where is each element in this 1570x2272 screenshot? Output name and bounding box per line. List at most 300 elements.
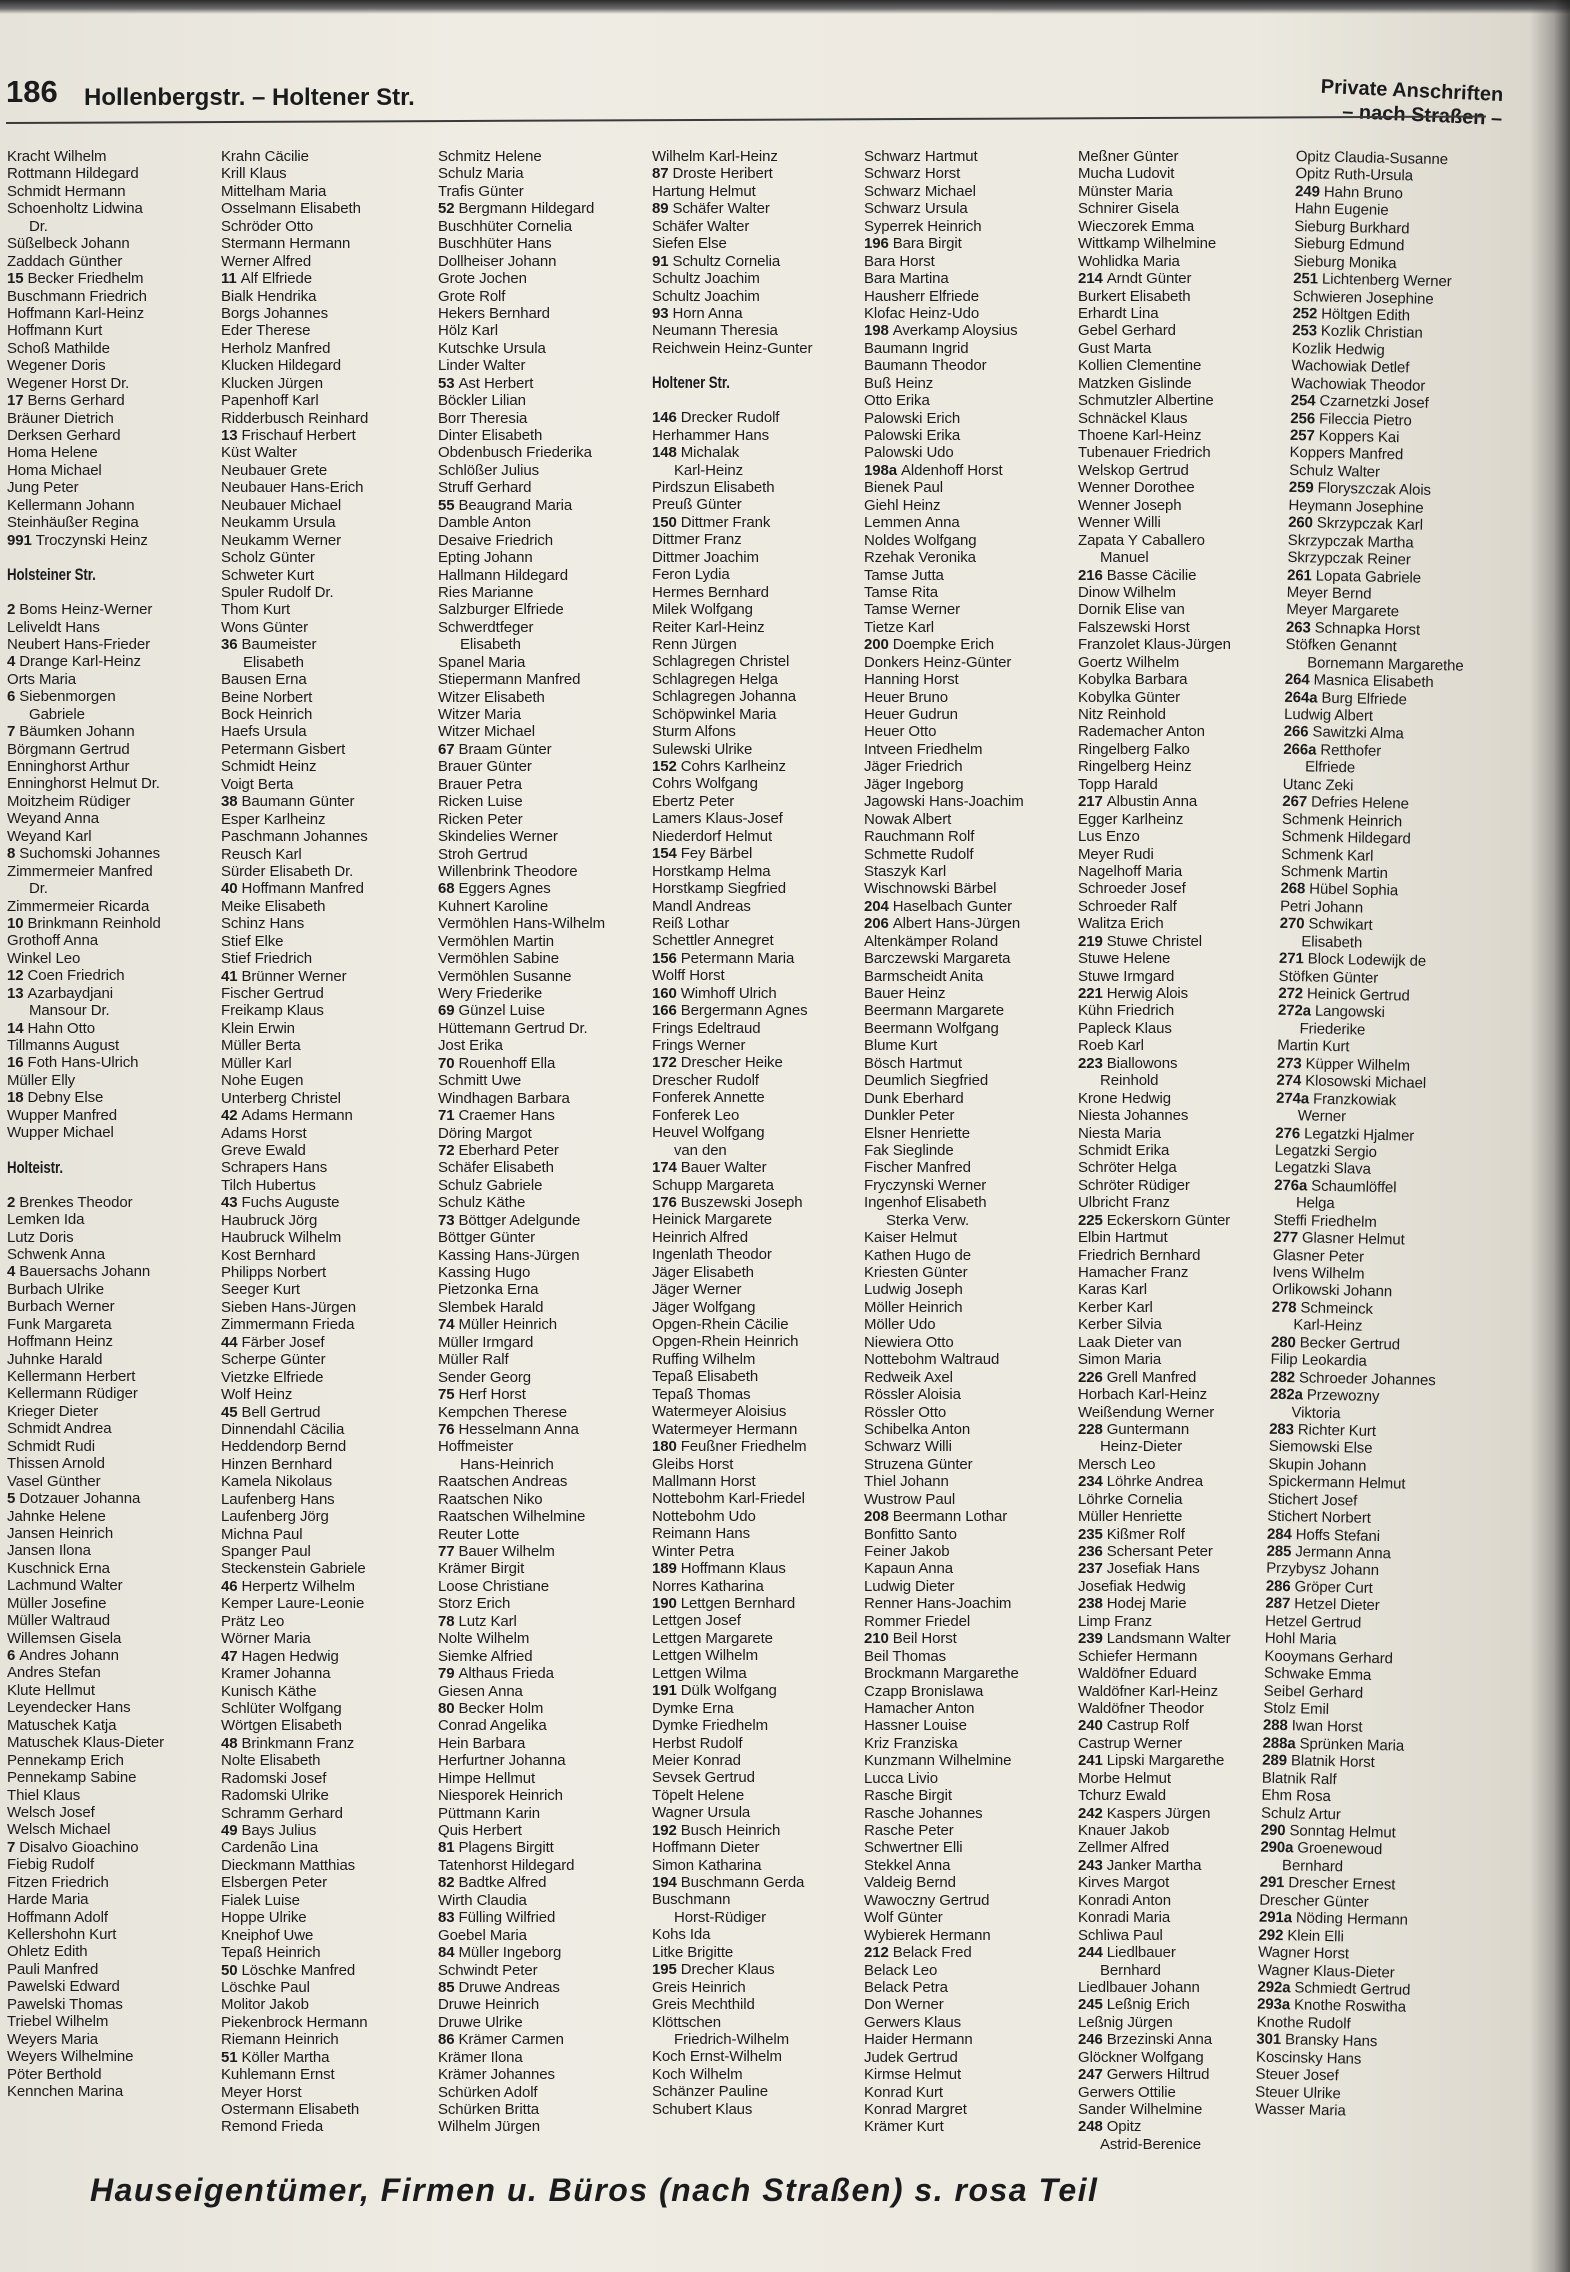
resident-name: Karas Karl [1078, 1281, 1148, 1299]
resident-name: Herpertz Wilhelm [241, 1577, 355, 1595]
resident-name: Hoffmann Dieter [652, 1839, 760, 1857]
resident-name: Steinhäußer Regina [7, 514, 139, 532]
resident-entry-continuation [1078, 1962, 1231, 1979]
resident-entry [864, 2084, 1024, 2101]
resident-name: Biallowons [1106, 1054, 1178, 1072]
resident-name: Craemer Hans [458, 1107, 555, 1125]
resident-entry [438, 357, 605, 374]
resident-name: Brinkmann Franz [241, 1734, 355, 1752]
resident-entry [864, 1421, 1024, 1438]
resident-name: Sieburg Burkhard [1294, 217, 1410, 238]
resident-name: Werner Alfred [221, 252, 312, 270]
resident-entry [221, 288, 368, 305]
resident-name: Staszyk Karl [864, 862, 947, 880]
resident-entry [652, 1281, 812, 1298]
resident-name: Palowski Erika [864, 427, 961, 444]
resident-name: Schäfer Walter [652, 217, 750, 235]
resident-entry [221, 1857, 368, 1874]
resident-entry [1078, 654, 1231, 671]
resident-name: Weyers Wilhelmine [7, 2048, 134, 2066]
resident-name: Herwig Alois [1106, 985, 1189, 1002]
resident-entry [221, 1962, 368, 1979]
resident-entry [221, 2014, 368, 2031]
resident-name: Möller Heinrich [864, 1298, 963, 1316]
resident-name: Castrup Werner [1078, 1734, 1183, 1752]
house-number: 154 [652, 845, 677, 863]
resident-name: Haider Hermann [864, 2031, 973, 2049]
resident-entry [652, 1979, 812, 1996]
resident-name: Schramm Gerhard [221, 1804, 343, 1822]
resident-name: Manuel [1100, 549, 1149, 567]
resident-entry [652, 1717, 812, 1734]
resident-entry [438, 741, 605, 758]
resident-entry [221, 200, 368, 217]
resident-entry [221, 1839, 368, 1856]
resident-name: Schröter Helga [1078, 1159, 1177, 1177]
resident-entry [7, 200, 164, 217]
resident-name: Nottebohm Waltraud [864, 1351, 1000, 1369]
resident-entry [652, 1822, 812, 1839]
resident-name: Gabriele [29, 705, 85, 723]
resident-entry [221, 950, 368, 967]
resident-entry [652, 1944, 812, 1961]
resident-name: Stöfken Genannt [1285, 636, 1397, 656]
resident-entry [1078, 444, 1231, 461]
resident-name: Schmette Rudolf [864, 845, 974, 863]
resident-entry [864, 1543, 1024, 1560]
resident-name: Böckler Lilian [438, 392, 526, 410]
resident-entry [438, 1491, 605, 1508]
resident-name: Koch Ernst-Wilhelm [652, 2048, 782, 2066]
resident-entry [652, 584, 812, 601]
resident-entry [864, 776, 1024, 793]
resident-name: Schultz Joachim [652, 270, 760, 288]
resident-entry-continuation [1078, 549, 1231, 566]
resident-entry [221, 1456, 368, 1473]
resident-entry [864, 880, 1024, 897]
resident-name: Scherpe Günter [221, 1351, 326, 1369]
resident-entry [221, 2118, 368, 2135]
resident-entry [864, 1526, 1024, 1543]
resident-entry [864, 218, 1024, 235]
resident-entry [221, 322, 368, 339]
resident-name: Klucken Hildegard [221, 357, 342, 375]
resident-entry [1078, 532, 1231, 549]
resident-entry [652, 566, 812, 583]
resident-entry [221, 828, 368, 845]
resident-entry [438, 253, 605, 270]
resident-entry [7, 462, 164, 479]
resident-name: Siemowski Else [1268, 1438, 1373, 1458]
resident-name: Goebel Maria [438, 1926, 527, 1944]
resident-entry [438, 410, 605, 427]
resident-entry [1078, 2118, 1231, 2135]
resident-entry [438, 1770, 605, 1787]
resident-name: Schmiedt Gertrud [1294, 1979, 1411, 1999]
resident-name: Siefen Else [652, 235, 727, 253]
house-number: 189 [652, 1560, 677, 1578]
resident-name: Scholz Günter [221, 549, 315, 567]
resident-name: Schwarz Horst [864, 165, 961, 183]
resident-entry [221, 1264, 368, 1281]
resident-entry [438, 1787, 605, 1804]
resident-entry [438, 1002, 605, 1019]
resident-entry [438, 2031, 605, 2048]
resident-entry [864, 427, 1024, 444]
house-number: 10 [7, 914, 24, 932]
house-number: 15 [7, 270, 24, 288]
resident-name: Glöckner Wolfgang [1078, 2048, 1204, 2066]
resident-entry [221, 1560, 368, 1577]
resident-entry [652, 549, 812, 566]
resident-name: Süßelbeck Johann [7, 235, 130, 253]
resident-name: Lettgen Margarete [652, 1629, 773, 1647]
resident-entry [221, 479, 368, 496]
resident-name: Feiner Jakob [864, 1543, 950, 1560]
resident-entry [652, 619, 812, 636]
resident-name: Dotzauer Johanna [19, 1490, 141, 1508]
resident-name: Börgmann Gertrud [7, 740, 130, 758]
resident-entry [652, 1857, 812, 1874]
resident-entry [221, 183, 368, 200]
resident-name: Horst-Rüdiger [674, 1908, 767, 1926]
resident-name: Spanel Maria [438, 653, 526, 671]
resident-name: Sonntag Helmut [1289, 1822, 1396, 1842]
resident-entry-continuation [7, 706, 164, 723]
resident-entry [1078, 2084, 1231, 2101]
resident-name: Noldes Wolfgang [864, 531, 977, 549]
house-number: 174 [652, 1159, 677, 1177]
house-number: 172 [652, 1054, 677, 1072]
resident-name: Rasche Birgit [864, 1787, 952, 1805]
resident-name: Don Werner [864, 1996, 944, 2014]
resident-name: Druwe Heinrich [438, 1996, 540, 2014]
resident-name: Willemsen Gisela [7, 1629, 122, 1647]
resident-entry [864, 1072, 1024, 1089]
resident-entry [652, 1333, 812, 1350]
resident-name: Krämer Kurt [864, 2118, 944, 2136]
resident-entry [652, 2014, 812, 2031]
resident-name: Fonferek Annette [652, 1089, 765, 1107]
resident-name: Pennekamp Sabine [7, 1769, 137, 1787]
resident-entry [7, 1473, 164, 1490]
resident-name: Lettgen Bernhard [680, 1595, 796, 1612]
resident-entry [652, 496, 812, 513]
house-number: 248 [1078, 2118, 1103, 2136]
resident-entry [1078, 1735, 1231, 1752]
resident-name: Greis Mechthild [652, 1996, 755, 2014]
resident-entry [1078, 1229, 1231, 1246]
house-number: 45 [221, 1403, 238, 1421]
resident-name: Kneiphof Uwe [221, 1926, 314, 1944]
resident-entry [438, 532, 605, 549]
resident-entry [221, 1072, 368, 1089]
resident-entry [1078, 1683, 1231, 1700]
resident-entry [438, 392, 605, 409]
resident-entry [221, 1055, 368, 1072]
resident-name: Müller Berta [221, 1037, 301, 1055]
resident-name: Knothe Roswitha [1293, 1996, 1407, 2017]
resident-entry [221, 305, 368, 322]
resident-name: Michna Paul [221, 1525, 303, 1543]
resident-name: Brenkes Theodor [19, 1193, 133, 1211]
resident-name: Morbe Helmut [1078, 1769, 1171, 1787]
resident-entry [438, 375, 605, 392]
resident-entry [652, 810, 812, 827]
resident-entry [438, 811, 605, 828]
house-number: 252 [1292, 304, 1318, 323]
resident-name: Ivens Wilhelm [1272, 1263, 1365, 1283]
resident-name: Löhrke Andrea [1106, 1473, 1204, 1491]
resident-name: Ludwig Joseph [864, 1281, 963, 1299]
resident-entry [1078, 1560, 1231, 1577]
resident-name: Drescher Rudolf [652, 1071, 759, 1089]
resident-entry [438, 1037, 605, 1054]
resident-name: Kempchen Therese [438, 1403, 568, 1421]
resident-entry [221, 1491, 368, 1508]
resident-name: Basse Cäcilie [1106, 566, 1197, 584]
resident-name: Struzena Günter [864, 1455, 973, 1473]
resident-entry [864, 1177, 1024, 1194]
resident-name: Opgen-Rhein Heinrich [652, 1333, 799, 1351]
resident-entry [7, 1856, 164, 1873]
resident-name: Brinkmann Reinhold [27, 914, 161, 932]
house-number: 290 [1260, 1821, 1286, 1840]
resident-name: Wasser Maria [1254, 2100, 1346, 2120]
resident-entry [652, 1386, 812, 1403]
resident-name: Wachowiak Theodor [1290, 374, 1426, 395]
resident-entry [864, 444, 1024, 461]
resident-entry [7, 1107, 164, 1124]
resident-name: Helga [1295, 1194, 1335, 1213]
resident-entry [438, 1996, 605, 2013]
resident-entry [864, 270, 1024, 287]
resident-entry [7, 1455, 164, 1472]
resident-name: Fülling Wilfried [458, 1909, 556, 1927]
resident-entry [438, 1072, 605, 1089]
resident-entry [864, 758, 1024, 775]
house-number: 241 [1078, 1752, 1103, 1770]
resident-name: Elisabeth [243, 653, 304, 671]
house-number: 180 [652, 1438, 677, 1456]
resident-name: Wohlidka Maria [1078, 252, 1180, 270]
resident-entry [7, 1699, 164, 1716]
resident-entry [864, 2049, 1024, 2066]
house-number: 156 [652, 949, 677, 967]
resident-name: Schnapka Horst [1314, 619, 1421, 639]
resident-entry [221, 1526, 368, 1543]
resident-entry [438, 2118, 605, 2135]
resident-entry [221, 1822, 368, 1839]
resident-name: Hüttemann Gertrud Dr. [438, 1019, 588, 1037]
resident-name: Frings Werner [652, 1037, 746, 1054]
resident-entry [7, 1577, 164, 1594]
resident-name: Kirmse Helmut [864, 2066, 962, 2084]
resident-name: Pietzonka Erna [438, 1281, 539, 1299]
house-number: 273 [1276, 1054, 1302, 1073]
resident-entry [438, 1665, 605, 1682]
resident-entry [7, 183, 164, 200]
resident-name: Schweter Kurt [221, 566, 314, 584]
resident-entry [221, 584, 368, 601]
resident-name: Schürken Britta [438, 2101, 540, 2118]
resident-entry [864, 549, 1024, 566]
resident-name: Ricken Luise [438, 793, 523, 811]
house-number: 11 [221, 270, 237, 288]
resident-name: Krieger Dieter [7, 1402, 99, 1420]
resident-entry [864, 357, 1024, 374]
house-number: 247 [1078, 2066, 1103, 2084]
resident-name: Simon Maria [1078, 1351, 1162, 1369]
resident-entry [221, 1578, 368, 1595]
resident-entry [7, 1943, 164, 1960]
resident-entry [864, 1874, 1024, 1891]
resident-name: Defries Helene [1310, 793, 1410, 813]
resident-name: Herf Horst [458, 1386, 526, 1404]
resident-entry [438, 427, 605, 444]
resident-entry [864, 1194, 1024, 1211]
resident-entry [652, 1037, 812, 1054]
resident-name: Höltgen Edith [1321, 305, 1411, 325]
resident-entry [1078, 828, 1231, 845]
resident-entry [864, 1944, 1024, 1961]
resident-entry [438, 1055, 605, 1072]
resident-name: Cardenão Lina [221, 1839, 319, 1857]
resident-entry [7, 950, 164, 967]
resident-entry [652, 1421, 812, 1438]
resident-name: Heuer Bruno [864, 688, 948, 706]
resident-name: Gerwers Klaus [864, 2013, 962, 2031]
resident-name: Skupin Johann [1268, 1455, 1367, 1475]
resident-name: Andres Johann [19, 1647, 119, 1664]
resident-name: Klöttschen [652, 2013, 722, 2031]
resident-entry [864, 828, 1024, 845]
resident-entry [652, 1647, 812, 1664]
resident-entry [7, 1734, 164, 1751]
resident-entry [1078, 1456, 1231, 1473]
resident-entry [1078, 846, 1231, 863]
resident-name: Belack Leo [864, 1961, 938, 1979]
resident-entry [652, 1490, 812, 1507]
resident-entry [652, 741, 812, 758]
resident-entry [221, 1717, 368, 1734]
resident-name: Sürder Elisabeth Dr. [221, 862, 354, 880]
resident-entry [652, 235, 812, 252]
resident-entry [221, 1752, 368, 1769]
resident-entry [864, 1700, 1024, 1717]
resident-name: Redweik Axel [864, 1368, 953, 1386]
resident-name: Glasner Peter [1272, 1246, 1365, 1266]
resident-name: Sieburg Edmund [1293, 235, 1405, 255]
resident-name: Ostermann Elisabeth [221, 2101, 360, 2118]
resident-name: Meyer Rudi [1078, 845, 1154, 863]
resident-entry [1078, 514, 1231, 531]
resident-entry [7, 375, 164, 392]
resident-name: Debny Else [27, 1089, 104, 1107]
resident-name: Zimmermann Frieda [221, 1316, 355, 1334]
resident-name: Schwarz Willi [864, 1438, 952, 1456]
resident-entry [438, 776, 605, 793]
resident-entry [864, 584, 1024, 601]
resident-entry [438, 497, 605, 514]
resident-entry [1078, 1316, 1231, 1333]
resident-name: Watermeyer Aloisius [652, 1403, 787, 1421]
resident-name: Erhardt Lina [1078, 304, 1159, 322]
resident-name: Riemann Heinrich [221, 2031, 339, 2049]
house-number: 4 [7, 653, 16, 671]
resident-name: Hoffmann Adolf [7, 1908, 108, 1926]
resident-name: Reusch Karl [221, 845, 302, 863]
house-number: 75 [438, 1386, 455, 1404]
resident-entry [864, 305, 1024, 322]
resident-entry [438, 584, 605, 601]
house-number: 195 [652, 1961, 677, 1979]
resident-name: Leßnig Erich [1106, 1996, 1190, 2014]
resident-name: Derksen Gerhard [7, 427, 121, 444]
resident-entry [864, 1247, 1024, 1264]
resident-name: Kozlik Christian [1320, 322, 1423, 343]
resident-name: Raatschen Wilhelmine [438, 1508, 586, 1526]
resident-name: Guntermann [1106, 1420, 1190, 1438]
resident-entry [7, 2066, 164, 2083]
resident-entry [438, 706, 605, 723]
resident-name: Jost Erika [438, 1037, 503, 1055]
resident-name: Hoffmeister [438, 1438, 514, 1456]
house-number: 78 [438, 1612, 455, 1630]
resident-name: Zimmermeier Manfred [7, 862, 153, 880]
resident-entry [221, 636, 368, 653]
resident-name: Koppers Manfred [1289, 444, 1404, 464]
resident-name: Moitzheim Rüdiger [7, 792, 131, 810]
resident-entry [652, 671, 812, 688]
resident-entry [864, 601, 1024, 618]
resident-name: Baumann Theodor [864, 357, 987, 375]
resident-name: Löschke Paul [221, 1978, 310, 1996]
page-number: 186 [6, 74, 58, 109]
resident-name: Kerber Karl [1078, 1298, 1153, 1316]
resident-entry [7, 305, 164, 322]
resident-entry [7, 1385, 164, 1402]
resident-name: Schulz Käthe [438, 1194, 526, 1212]
resident-name: Papenhoff Karl [221, 392, 319, 410]
resident-entry [7, 810, 164, 827]
resident-name: Wittkamp Wilhelmine [1078, 235, 1217, 253]
resident-name: Stichert Norbert [1267, 1507, 1371, 1527]
resident-name: Niesporek Heinrich [438, 1787, 563, 1805]
resident-name: Schulz Gabriele [438, 1176, 543, 1194]
resident-name: Möller Udo [864, 1316, 936, 1334]
resident-name: Schmitz Helene [438, 148, 542, 165]
house-number: 276 [1275, 1124, 1301, 1142]
resident-entry [7, 322, 164, 339]
resident-name: Vietzke Elfriede [221, 1368, 324, 1386]
resident-name: Wirth Claudia [438, 1891, 527, 1909]
resident-name: Schmidt Hermann [7, 182, 126, 200]
resident-entry [652, 444, 812, 461]
resident-entry [1078, 1839, 1231, 1856]
resident-entry [864, 1125, 1024, 1142]
resident-entry [864, 1665, 1024, 1682]
house-number: 285 [1266, 1542, 1292, 1561]
resident-name: Disalvo Gioachino [19, 1838, 139, 1856]
resident-name: Kellershohn Kurt [7, 1926, 117, 1943]
resident-entry [438, 1874, 605, 1891]
resident-name: Müller Irmgard [438, 1333, 534, 1351]
resident-entry [864, 636, 1024, 653]
resident-name: Pöter Berthold [7, 2065, 102, 2083]
resident-entry [221, 165, 368, 182]
resident-name: Jäger Ingeborg [864, 775, 964, 793]
